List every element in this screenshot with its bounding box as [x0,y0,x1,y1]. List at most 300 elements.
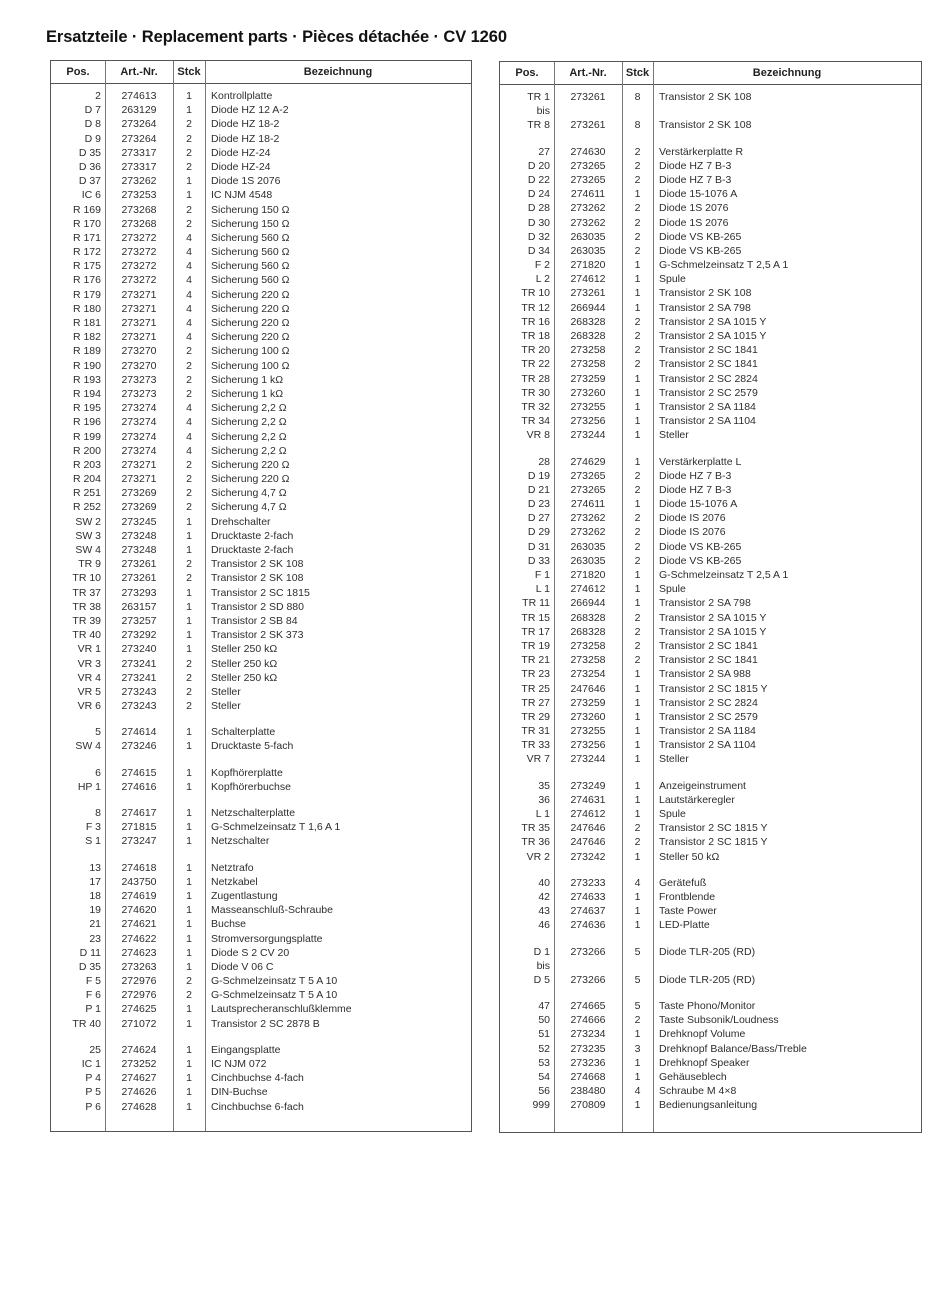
cell-art-nr: 273259 [570,372,606,385]
cell-qty: 1 [634,696,641,709]
cell-pos: D 20 [527,159,550,172]
cell-description: Schalterplatte [211,726,276,739]
cell-description: Drucktaste 2-fach [211,529,294,542]
cell-art-nr: 273252 [121,1058,157,1070]
cell-description: Schraube M 4×8 [659,1085,737,1098]
cell-description: Drehknopf Balance/Bass/Treble [659,1042,807,1055]
cell-pos: 21 [89,918,101,931]
cell-qty: 1 [634,259,641,272]
cell-qty: 2 [186,657,192,670]
cell-art-nr: 274612 [570,808,606,820]
cell-description: Diode S 2 CV 20 [211,946,290,959]
cell-description: Sicherung 220 Ω [211,302,290,315]
header-qty: Stck [177,66,201,78]
cell-qty: 4 [186,302,192,315]
cell-qty: 2 [634,654,641,667]
cell-description: Diode V 06 C [211,960,274,973]
cell-art-nr: 273255 [570,400,606,413]
cell-qty: 1 [634,429,641,442]
cell-pos: D 22 [527,173,550,186]
cell-pos: TR 16 [521,315,550,328]
cell-art-nr: 274620 [121,904,157,917]
cell-qty: 1 [634,739,641,752]
cell-pos: R 170 [72,217,101,230]
cell-art-nr: 273271 [121,458,157,471]
table-row [500,793,921,807]
cell-qty: 4 [186,416,192,429]
cell-qty: 1 [186,643,192,656]
row-spacer [51,794,471,806]
cell-description: Transistor 2 SA 798 [659,301,751,314]
cell-art-nr: 273260 [570,710,606,723]
cell-qty: 2 [634,244,641,257]
cell-pos: TR 35 [521,822,550,835]
table-row [500,145,921,159]
cell-qty: 1 [186,1003,192,1016]
cell-art-nr: 274668 [570,1071,606,1083]
cell-qty: 2 [634,639,641,652]
table-row [500,835,921,849]
table-row [500,918,921,932]
cell-qty: 1 [634,372,641,385]
cell-art-nr: 273233 [570,876,606,889]
cell-art-nr: 273293 [121,586,157,599]
cell-qty: 1 [634,919,641,932]
cell-description: Diode 1S 2076 [659,202,729,215]
cell-art-nr: 273271 [121,331,157,344]
table-row [51,628,471,642]
cell-qty: 1 [186,889,192,902]
cell-description: Sicherung 1 kΩ [211,387,284,400]
table-row [500,286,921,300]
cell-qty: 2 [634,512,641,525]
cell-pos: SW 3 [75,529,101,542]
cell-pos: TR 40 [72,1017,101,1030]
cell-qty: 2 [186,345,192,358]
table-row [500,244,921,258]
cell-art-nr: 273243 [121,700,157,713]
cell-art-nr: 274636 [570,919,606,932]
cell-qty: 2 [186,501,192,514]
cell-description: Diode 1S 2076 [659,216,729,229]
table-row [500,807,921,821]
cell-qty: 1 [186,740,192,753]
cell-art-nr: 263035 [570,244,606,257]
table-row [51,373,471,387]
cell-pos: TR 20 [521,344,550,357]
cell-description: Transistor 2 SA 1015 Y [659,625,767,638]
cell-qty: 1 [634,753,641,766]
cell-pos: 18 [89,889,101,902]
cell-description: Transistor 2 SC 2824 [659,372,758,385]
cell-qty: 1 [186,821,192,834]
cell-description: Transistor 2 SC 1841 [659,639,758,652]
cell-art-nr: 274626 [121,1086,157,1099]
cell-pos: L 1 [535,808,550,820]
cell-art-nr: 274615 [121,766,157,779]
cell-art-nr: 274613 [121,90,157,102]
table-row [51,988,471,1002]
table-row [500,230,921,244]
cell-art-nr: 274612 [570,273,606,286]
cell-description: Diode HZ 7 B-3 [659,159,732,172]
table-row [51,103,471,117]
cell-pos: 47 [538,1000,550,1013]
table-row [500,414,921,428]
cell-description: Transistor 2 SK 108 [211,558,304,571]
table-row [51,974,471,988]
cell-description: Sicherung 4,7 Ω [211,501,287,514]
table-row [51,685,471,699]
cell-qty: 2 [186,203,192,216]
cell-description: Transistor 2 SK 108 [659,287,752,300]
cell-art-nr: 272976 [121,975,157,988]
cell-description: Diode HZ 18-2 [211,132,280,145]
cell-art-nr: 274612 [570,583,606,596]
cell-description: Diode 1S 2076 [211,175,281,188]
cell-art-nr: 263035 [570,554,606,567]
header-qty: Stck [625,67,650,79]
table-row [500,973,921,987]
cell-description: Transistor 2 SK 108 [659,119,752,132]
cell-qty: 1 [186,90,192,102]
table-row [51,766,471,780]
cell-qty: 4 [186,246,192,259]
header-art-nr: Art.-Nr. [569,67,607,79]
cell-description: Taste Subsonik/Loudness [659,1014,779,1027]
cell-qty: 2 [186,473,192,486]
cell-art-nr: 273236 [570,1056,606,1069]
cell-pos: D 9 [84,132,101,145]
cell-pos: D 24 [527,188,550,201]
cell-pos: D 27 [527,512,550,525]
cell-description: Transistor 2 SA 798 [659,597,751,610]
page-title: Ersatzteile · Replacement parts · Pièces détachée · CV 1260 [46,28,507,46]
cell-qty: 1 [634,793,641,806]
cell-qty: 1 [186,529,192,542]
cell-description: Buchse [211,918,247,931]
cell-art-nr: 274614 [121,726,157,739]
cell-art-nr: 273244 [570,429,606,442]
cell-pos: TR 1 [527,91,550,103]
cell-art-nr: 273273 [121,387,157,400]
cell-art-nr: 273258 [570,358,606,371]
cell-description: Sicherung 100 Ω [211,359,290,372]
cell-description: Sicherung 4,7 Ω [211,487,287,500]
cell-pos: P 6 [85,1100,101,1113]
cell-art-nr [554,104,622,118]
table-row [51,160,471,174]
cell-qty: 1 [634,850,641,863]
cell-description: Netzschalterplatte [211,807,296,819]
cell-description: Transistor 2 SK 108 [659,91,752,103]
cell-pos: VR 6 [77,700,101,713]
cell-art-nr: 274633 [570,890,606,903]
cell-qty: 2 [186,387,192,400]
cell-art-nr: 273264 [121,132,157,145]
cell-pos: 19 [89,904,101,917]
header-pos: Pos. [66,66,90,78]
cell-qty: 5 [634,1000,641,1013]
cell-qty: 3 [634,1042,641,1055]
cell-art-nr: 273317 [121,146,157,159]
table-row [500,568,921,582]
cell-qty: 1 [186,189,192,202]
cell-art-nr: 273270 [121,359,157,372]
cell-qty: 4 [186,430,192,443]
cell-description: Sicherung 1 kΩ [211,373,284,386]
table-row [500,400,921,414]
cell-pos: R 252 [72,501,101,514]
cell-qty: 1 [186,1072,192,1085]
cell-art-nr: 273271 [121,473,157,486]
table-row [51,1002,471,1016]
cell-description: Drucktaste 2-fach [211,544,294,556]
cell-art-nr: 273268 [121,217,157,230]
cell-description: Sicherung 220 Ω [211,317,290,329]
cell-art-nr: 273245 [121,515,157,528]
cell-pos: TR 27 [521,696,550,709]
cell-pos: TR 8 [527,119,550,132]
cell-description: Diode HZ 7 B-3 [659,173,732,186]
cell-qty [622,104,653,118]
table-row [51,1043,471,1057]
cell-pos: SW 4 [75,740,101,753]
cell-art-nr: 263035 [570,540,606,553]
cell-art-nr: 273272 [121,246,157,259]
cell-description: Kontrollplatte [211,90,273,102]
cell-description: Transistor 2 SC 2824 [659,696,758,709]
row-spacer [500,987,921,999]
cell-art-nr: 273274 [121,402,157,415]
table-row [500,469,921,483]
cell-description: Verstärkerplatte R [659,145,744,158]
cell-description: Sicherung 150 Ω [211,217,290,230]
table-row [51,486,471,500]
cell-pos: bis [536,105,550,118]
cell-art-nr: 274625 [121,1003,157,1016]
cell-qty: 1 [634,725,641,738]
table-row [500,639,921,653]
table-row [500,611,921,625]
cell-qty: 1 [634,1071,641,1083]
cell-qty: 1 [634,905,641,918]
cell-qty: 2 [186,146,192,159]
cell-description: Gehäuseblech [659,1071,727,1083]
table-row [500,1098,921,1112]
cell-description [659,104,919,118]
cell-pos: D 8 [84,118,101,131]
cell-art-nr: 273263 [121,960,157,973]
cell-description: Steller 50 kΩ [659,850,720,863]
table-row [51,1085,471,1099]
cell-pos: R 199 [72,430,101,443]
cell-art-nr: 273256 [570,739,606,752]
cell-art-nr: 273265 [570,159,606,172]
table-row [500,596,921,610]
table-row [51,1100,471,1114]
table-row [51,430,471,444]
cell-qty: 2 [634,540,641,553]
cell-art-nr: 273248 [121,544,157,556]
cell-qty: 4 [186,231,192,244]
cell-pos: S 1 [85,835,101,848]
cell-qty: 5 [634,973,641,986]
table-row [500,696,921,710]
cell-art-nr: 273271 [121,302,157,315]
cell-art-nr: 274637 [570,905,606,918]
cell-description: Transistor 2 SK 373 [211,629,304,642]
table-row [51,302,471,316]
cell-description: Transistor 2 SC 2579 [659,710,758,723]
cell-qty: 2 [634,526,641,539]
cell-art-nr: 268328 [570,611,606,624]
cell-description: Drehschalter [211,515,271,528]
cell-art-nr: 273269 [121,487,157,500]
table-row [500,386,921,400]
row-spacer [51,1031,471,1043]
cell-description: Steller [211,700,241,713]
cell-pos: R 175 [72,260,101,273]
table-row [51,739,471,753]
table-header [500,62,921,85]
cell-description: Steller [659,753,689,766]
cell-qty: 4 [186,444,192,457]
cell-description: Diode VS KB-265 [659,230,742,243]
cell-art-nr: 274624 [121,1043,157,1056]
row-spacer [500,933,921,945]
cell-qty: 2 [634,625,641,638]
cell-pos: TR 15 [521,611,550,624]
cell-qty: 1 [634,890,641,903]
cell-pos: TR 18 [521,330,550,342]
table-row [51,387,471,401]
cell-qty: 1 [634,583,641,596]
row-spacer [500,767,921,779]
table-row [51,875,471,889]
cell-description: Transistor 2 SA 1184 [659,725,756,738]
cell-description: Drehknopf Volume [659,1028,746,1041]
cell-art-nr: 273246 [121,740,157,753]
cell-description: Transistor 2 SC 1815 Y [659,836,768,849]
table-row [500,890,921,904]
cell-pos: F 5 [85,975,101,988]
cell-pos: D 34 [527,244,550,257]
cell-art-nr: 273271 [121,288,157,301]
cell-art-nr: 273261 [570,91,606,103]
table-row [500,554,921,568]
table-row [51,132,471,146]
cell-art-nr: 273247 [121,835,157,848]
cell-art-nr: 274621 [121,918,157,931]
cell-pos: bis [536,959,550,972]
cell-art-nr: 273261 [121,558,157,571]
cell-qty: 1 [634,668,641,681]
cell-qty: 2 [634,469,641,482]
cell-art-nr: 274617 [121,807,157,819]
table-row [51,245,471,259]
cell-qty: 4 [186,331,192,344]
cell-description: IC NJM 4548 [211,189,273,202]
table-row [500,682,921,696]
cell-description: Transistor 2 SA 1015 Y [659,330,767,342]
cell-description: Transistor 2 SC 1815 Y [659,682,768,695]
table-row [51,932,471,946]
cell-pos: TR 34 [521,415,550,428]
cell-description: Sicherung 220 Ω [211,458,290,471]
cell-art-nr: 274623 [121,946,157,959]
cell-description: Sicherung 2,2 Ω [211,416,287,429]
cell-art-nr: 273242 [570,850,606,863]
cell-art-nr: 273243 [121,685,157,698]
cell-description: Diode IS 2076 [659,512,726,525]
table-row [500,343,921,357]
table-body-left [51,89,471,1114]
cell-art-nr: 274630 [570,145,606,158]
cell-art-nr: 273266 [570,973,606,986]
cell-art-nr: 268328 [570,330,606,342]
cell-description: Verstärkerplatte L [659,455,742,468]
cell-description: Diode HZ-24 [211,160,271,173]
table-row [500,159,921,173]
table-row [500,945,921,959]
table-row [500,724,921,738]
cell-art-nr: 273317 [121,160,157,173]
cell-art-nr: 273255 [570,725,606,738]
cell-qty: 4 [186,402,192,415]
cell-pos: 6 [95,766,101,779]
cell-qty: 2 [634,344,641,357]
cell-qty: 2 [186,558,192,571]
cell-qty: 8 [634,91,641,103]
cell-art-nr: 274665 [570,1000,606,1013]
cell-description: Diode VS KB-265 [659,554,742,567]
cell-description: Transistor 2 SA 1104 [659,415,756,428]
table-row [500,1013,921,1027]
table-row [51,344,471,358]
cell-description: Transistor 2 SA 1015 Y [659,315,767,328]
cell-pos: TR 10 [521,287,550,300]
cell-qty: 1 [634,188,641,201]
cell-pos: R 194 [72,387,101,400]
cell-pos: 23 [89,932,101,945]
cell-pos: 46 [538,919,550,932]
cell-qty: 2 [634,216,641,229]
cell-pos: R 204 [72,473,101,486]
cell-qty: 1 [186,614,192,627]
cell-pos: D 29 [527,526,550,539]
cell-pos: TR 37 [72,586,101,599]
cell-art-nr: 247646 [570,822,606,835]
cell-qty: 1 [634,1056,641,1069]
cell-pos: R 172 [72,246,101,259]
cell-description: Diode TLR-205 (RD) [659,973,756,986]
cell-pos: VR 1 [77,643,101,656]
cell-pos: D 7 [84,104,101,117]
cell-art-nr: 273240 [121,643,157,656]
table-row [51,543,471,557]
cell-art-nr: 273257 [121,614,157,627]
cell-description: Transistor 2 SA 1015 Y [659,611,767,624]
cell-qty: 2 [634,202,641,215]
table-row [500,258,921,272]
table-row [500,779,921,793]
cell-pos: 35 [538,779,550,792]
cell-pos: F 3 [85,821,101,834]
table-header [51,61,471,84]
cell-art-nr: 274619 [121,889,157,902]
cell-qty: 2 [186,217,192,230]
